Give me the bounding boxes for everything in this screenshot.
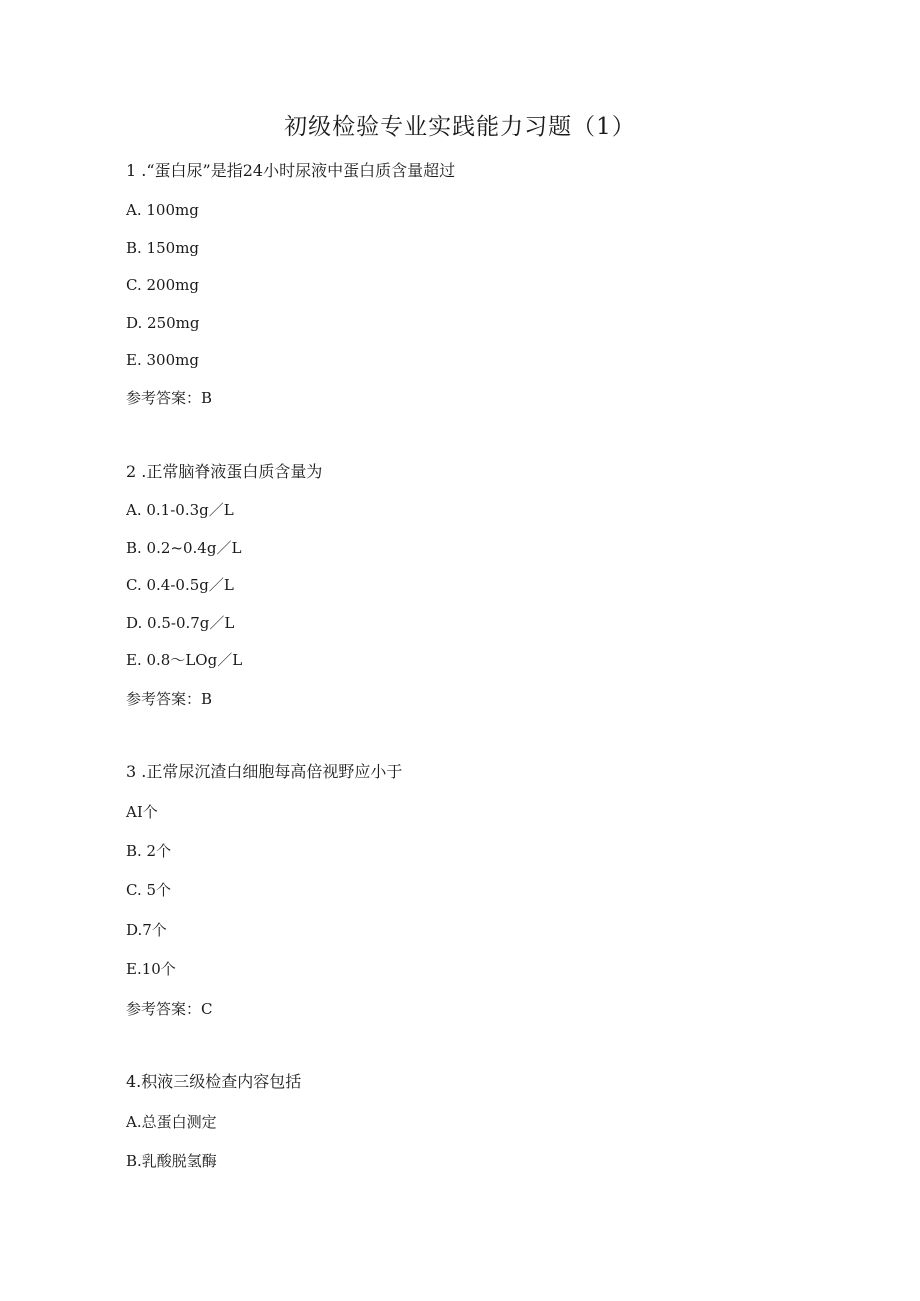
answer-label: 参考答案： bbox=[126, 690, 202, 708]
answer-label: 参考答案： bbox=[126, 389, 202, 407]
document-title: 初级检验专业实践能力习题（1） bbox=[284, 114, 636, 140]
question-3-option-c: C. 5个 bbox=[126, 881, 172, 899]
question-4-option-b: B.乳酸脱氢酶 bbox=[126, 1152, 217, 1170]
answer-value: C bbox=[201, 1000, 213, 1018]
question-3-stem: 3 .正常尿沉渣白细胞每高倍视野应小于 bbox=[126, 762, 403, 781]
question-1-option-e: E. 300mg bbox=[126, 351, 199, 369]
question-2-option-c: C. 0.4-0.5g／L bbox=[126, 576, 234, 594]
question-1-option-c: C. 200mg bbox=[126, 276, 199, 294]
question-3-option-d: D.7个 bbox=[126, 921, 167, 939]
question-4-option-a: A.总蛋白测定 bbox=[126, 1113, 217, 1131]
answer-value: B bbox=[201, 690, 213, 708]
question-2-option-a: A. 0.1-0.3g／L bbox=[126, 501, 234, 519]
question-1-option-b: B. 150mg bbox=[126, 239, 200, 257]
question-4-stem: 4.积液三级检查内容包括 bbox=[126, 1072, 302, 1091]
question-3-answer bbox=[126, 999, 213, 1019]
question-1-option-a: A. 100mg bbox=[126, 201, 199, 219]
question-2-stem: 2 .正常脑脊液蛋白质含量为 bbox=[126, 462, 323, 481]
question-1-option-d: D. 250mg bbox=[126, 314, 200, 332]
answer-value: B bbox=[201, 389, 213, 407]
question-1-answer bbox=[126, 388, 212, 408]
question-2-option-d: D. 0.5-0.7g／L bbox=[126, 614, 235, 632]
question-3-option-b: B. 2个 bbox=[126, 842, 172, 860]
question-3-option-a: AI个 bbox=[126, 803, 158, 821]
question-2-option-e: E. 0.8～LOg／L bbox=[126, 651, 243, 669]
question-1-stem: 1 .“蛋白尿”是指24小时尿液中蛋白质含量超过 bbox=[126, 161, 456, 180]
question-2-option-b: B. 0.2~0.4g／L bbox=[126, 539, 242, 557]
answer-label: 参考答案： bbox=[126, 1000, 202, 1018]
question-2-answer bbox=[126, 689, 212, 709]
question-3-option-e: E.10个 bbox=[126, 960, 176, 978]
